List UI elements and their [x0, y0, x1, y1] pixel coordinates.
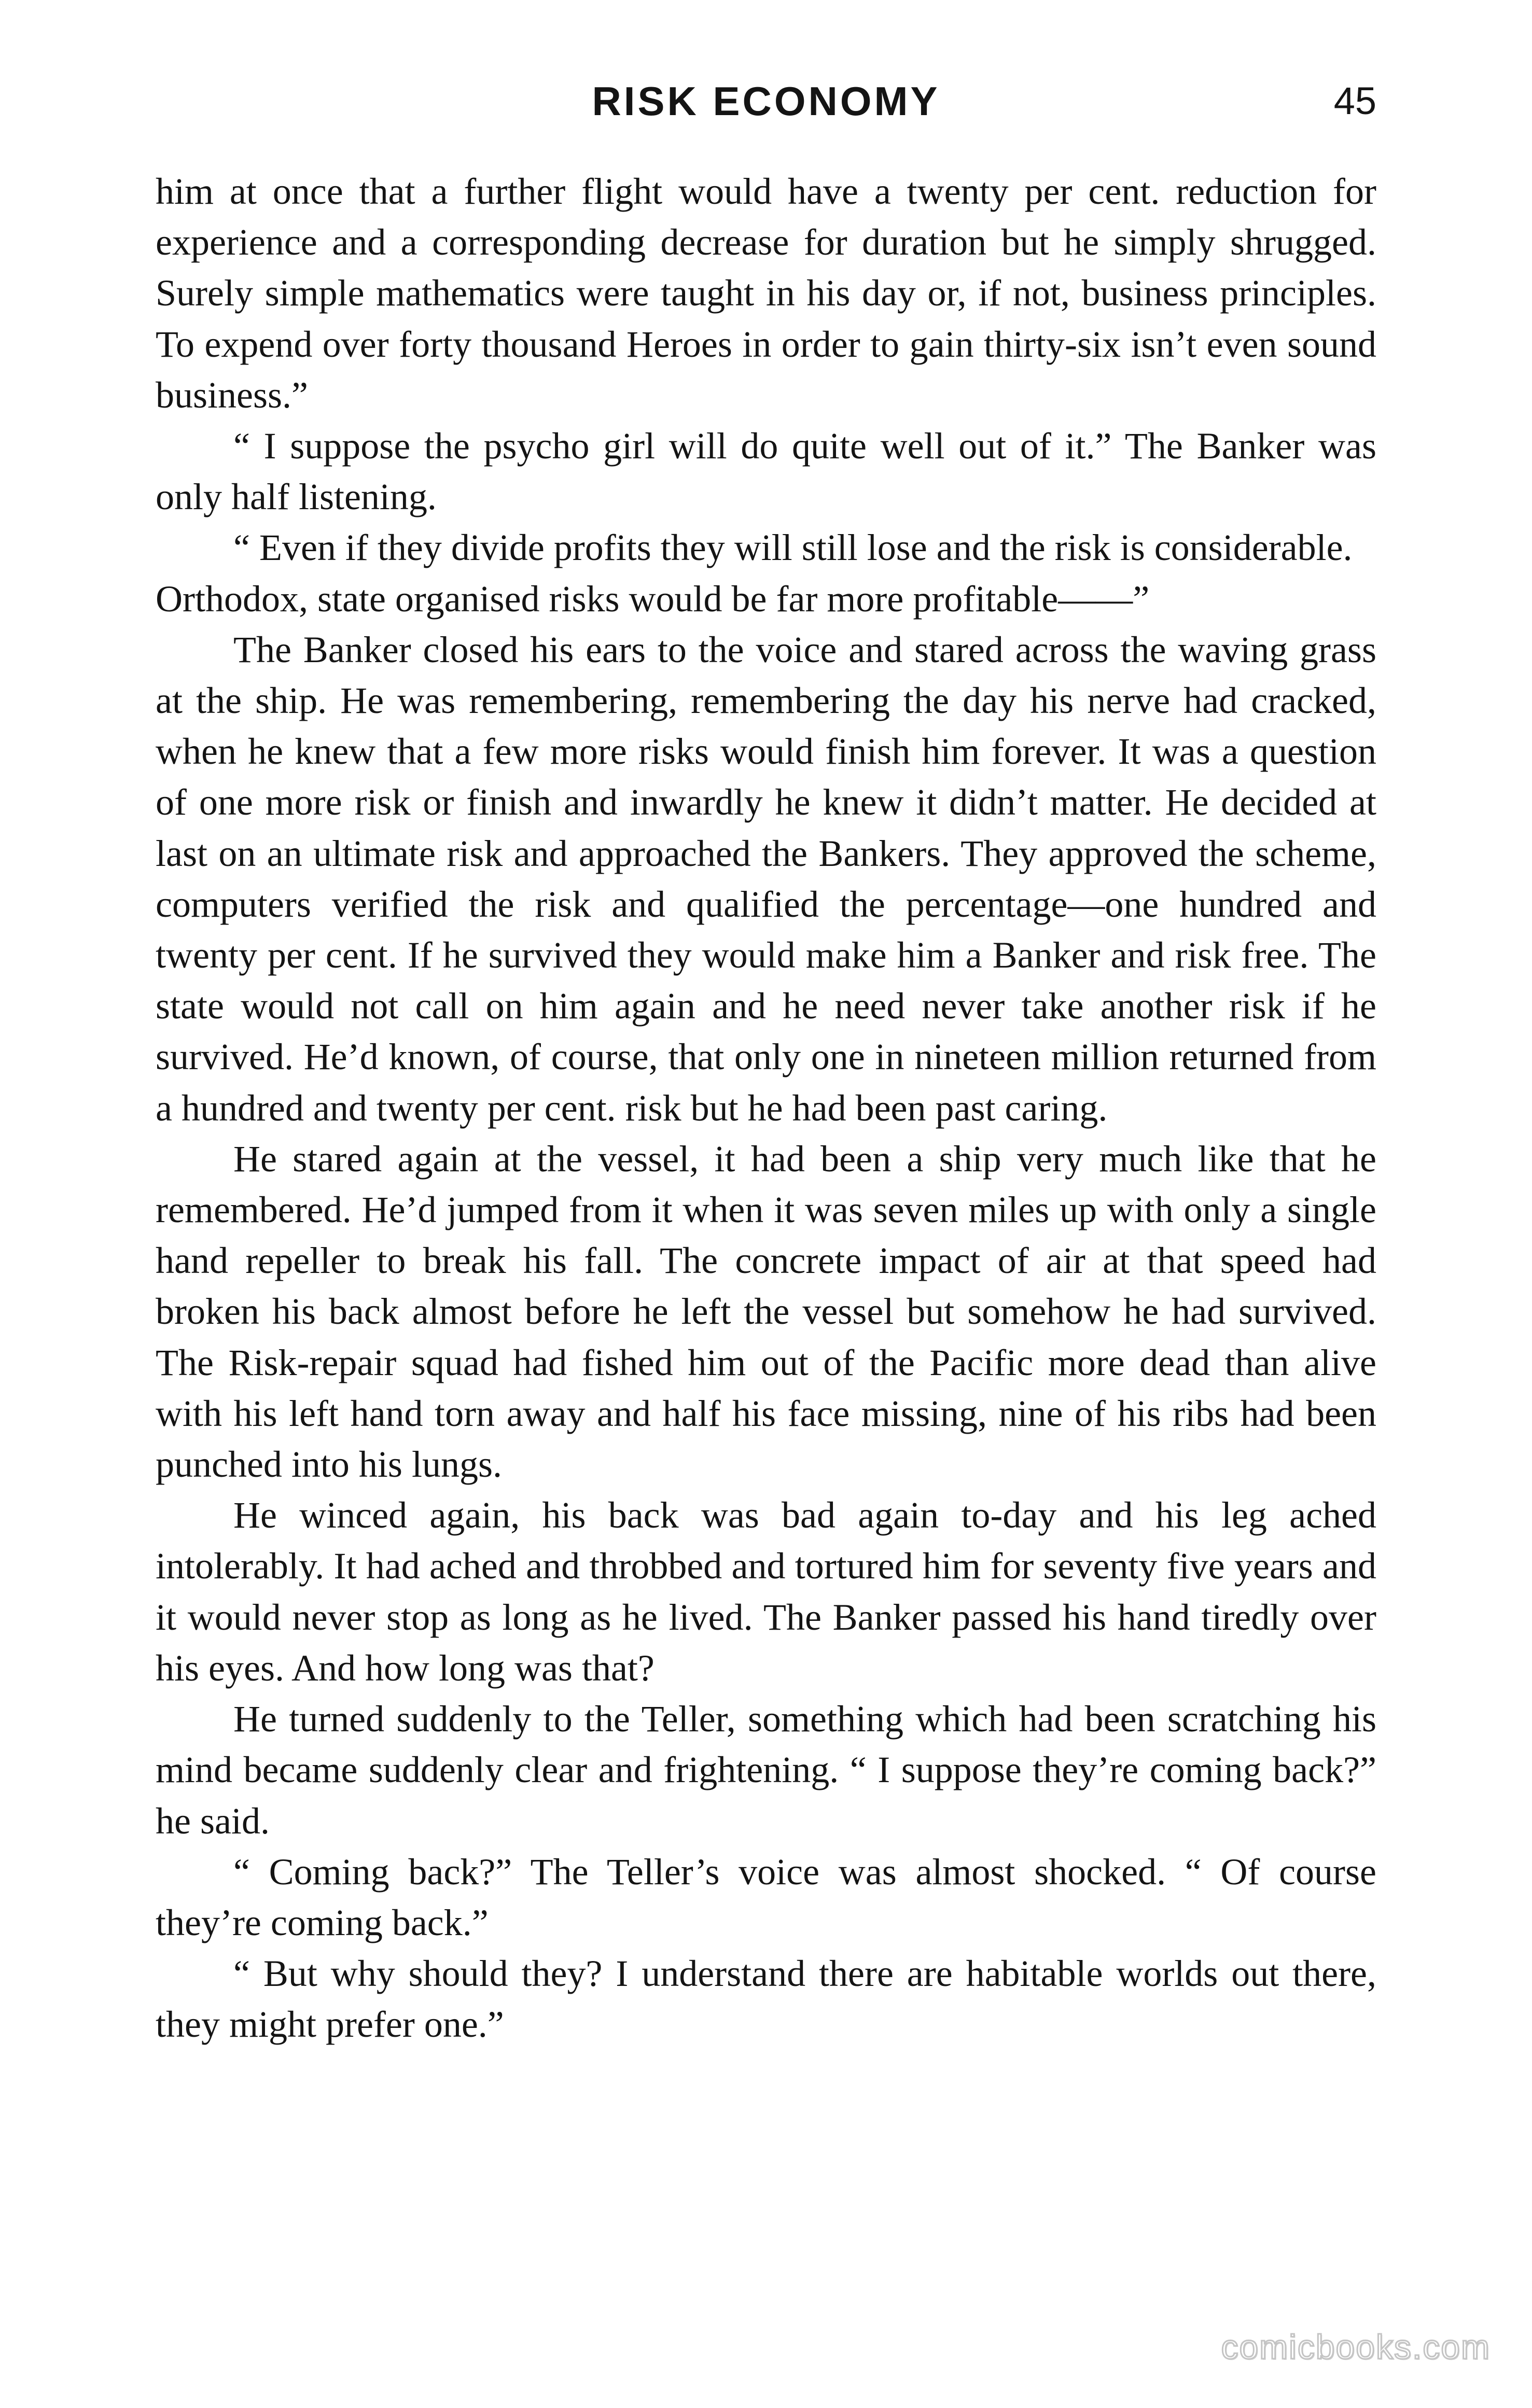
paragraph-7: He turned suddenly to the Teller, something which had been scratching his mind became suddenly clear and frightening. “ I suppose they’re coming back?” he said.	[156, 1698, 1376, 1842]
page-number: 45	[1333, 79, 1376, 122]
paragraph-9: “ But why should they? I understand there are habitable worlds out there, they might prefer one.”	[156, 1953, 1376, 2046]
running-title: RISK ECONOMY	[592, 78, 940, 124]
running-header	[156, 73, 1376, 130]
paragraph-8: “ Coming back?” The Teller’s voice was almost shocked. “ Of course they’re coming back.”	[156, 1851, 1376, 1943]
paragraph-2: “ I suppose the psycho girl will do quite well out of it.” The Banker was only half listening.	[156, 425, 1376, 518]
paragraph-5: He stared again at the vessel, it had been a ship very much like that he remembered. He’d jumped from it when it was seven miles up with only a single hand repeller to break his fall. The concrete impact of air at that speed had broken his back almost before he left the vessel but somehow he had survived. The Risk-repair squad had fished him out of the Pacific more dead than alive with his left hand torn away and half his face missing, nine of his ribs had been punched into his lungs.	[156, 1138, 1376, 1486]
paragraph-3: “ Even if they divide profits they will still lose and the risk is considerable. Orthodox, state organised risks would be far more profitable——”	[156, 527, 1353, 620]
paragraph-6: He winced again, his back was bad again to-day and his leg ached intolerably. It had ached and throbbed and tortured him for seventy five years and it would never stop as long as he lived. The Banker passed his hand tiredly over his eyes. And how long was that?	[156, 1494, 1376, 1689]
paragraph-1: him at once that a further flight would have a twenty per cent. reduction for experience and a corresponding decrease for duration but he simply shrugged. Surely simple mathematics were taught in his day or, if not, business principles. To expend over forty thousand Heroes in order to gain thirty-six isn’t even sound business.”	[156, 171, 1376, 416]
paragraph-4: The Banker closed his ears to the voice and stared across the waving grass at the ship. He was remembering, remembering the day his nerve had cracked, when he knew that a few more risks would finish him forever. It was a question of one more risk or finish and inwardly he knew it didn’t matter. He decided at last on an ultimate risk and approached the Bankers. They approved the scheme, computers verified the risk and qualified the percentage—one hundred and twenty per cent. If he survived they would make him a Banker and risk free. The state would not call on him again and he need never take another risk if he survived. He’d known, of course, that only one in nineteen million returned from a hundred and twenty per cent. risk but he had been past caring.	[156, 628, 1376, 1129]
watermark-logo: comicbooks.com	[1221, 2328, 1491, 2366]
body-text	[156, 166, 1376, 2050]
